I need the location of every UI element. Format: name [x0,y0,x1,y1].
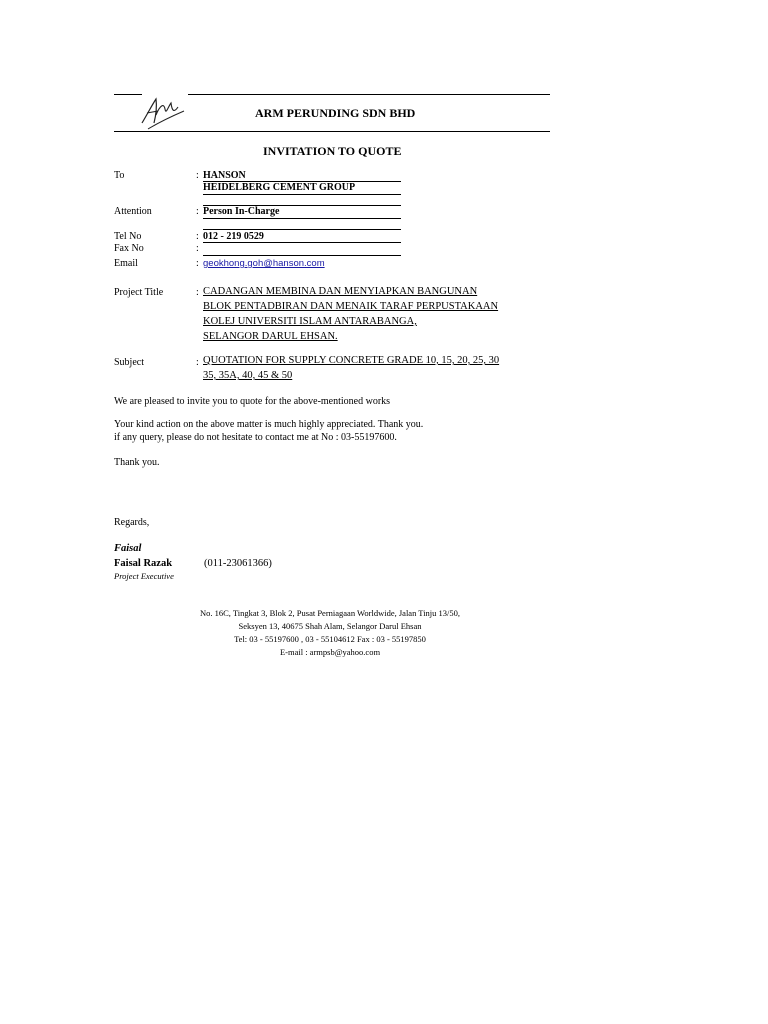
project-title-label: Project Title [114,287,164,298]
tel-rule [203,242,401,243]
header-rule-top-right [188,94,550,95]
to-colon: : [196,170,199,181]
email-label: Email [114,258,138,269]
tel-top-rule [203,229,401,230]
fax-colon: : [196,243,199,254]
subject-label: Subject [114,357,144,368]
footer-address-line2: Seksyen 13, 40675 Shah Alam, Selangor Darul Ehsan [238,621,422,631]
sender-full-name: Faisal Razak [114,558,173,569]
project-title-line2: BLOK PENTADBIRAN DAN MENAIK TARAF PERPUSTAKAAN [203,301,499,312]
project-title-line3: KOLEJ UNIVERSITI ISLAM ANTARABANGA, [203,316,417,327]
sender-phone: (011-23061366) [204,558,272,569]
to-recipient-line2: HEIDELBERG CEMENT GROUP [203,182,356,193]
to-recipient-line1: HANSON [203,170,246,181]
email-colon: : [196,258,199,269]
tel-colon: : [196,231,199,242]
project-title-line1: CADANGAN MEMBINA DAN MENYIAPKAN BANGUNAN [203,286,478,297]
footer-address-line1: No. 16C, Tingkat 3, Blok 2, Pusat Perniagaan Worldwide, Jalan Tinju 13/50, [199,608,461,618]
attention-value: Person In-Charge [203,206,280,217]
project-title-line4: SELANGOR DARUL EHSAN. [203,331,338,342]
body-thanks: Thank you. [114,457,160,468]
footer-phones: Tel: 03 - 55197600 , 03 - 55104612 Fax : 03 - 55197850 [234,634,426,644]
subject-line2: 35, 35A, 40, 45 & 50 [203,370,293,381]
footer-email: E-mail : armpsb@yahoo.com [279,647,381,657]
attention-colon: : [196,206,199,217]
fax-rule [203,255,401,256]
header-rule-bottom [114,131,550,132]
attention-label: Attention [114,206,152,217]
body-contact: if any query, please do not hesitate to contact me at No : 03-55197600. [114,432,397,443]
signature-name: Faisal [114,543,142,554]
document-title: INVITATION TO QUOTE [263,144,402,158]
subject-colon: : [196,357,199,368]
project-title-colon: : [196,287,199,298]
company-name: ARM PERUNDING SDN BHD [255,106,416,120]
attention-rule [203,218,401,219]
body-intro: We are pleased to invite you to quote for the above-mentioned works [114,396,391,407]
sender-role: Project Executive [114,571,174,581]
tel-label: Tel No [114,231,142,242]
body-regards: Regards, [114,517,150,528]
tel-value: 012 - 219 0529 [203,231,264,242]
company-logo-icon [138,93,188,133]
fax-label: Fax No [114,243,144,254]
subject-line1: QUOTATION FOR SUPPLY CONCRETE GRADE 10, 15, 20, 25, 30 [203,355,500,366]
to-label: To [114,170,125,181]
to-line2-rule [203,194,401,195]
body-appreciation: Your kind action on the above matter is much highly appreciated. Thank you. [114,419,424,430]
email-link[interactable]: geokhong.goh@hanson.com [203,258,325,269]
